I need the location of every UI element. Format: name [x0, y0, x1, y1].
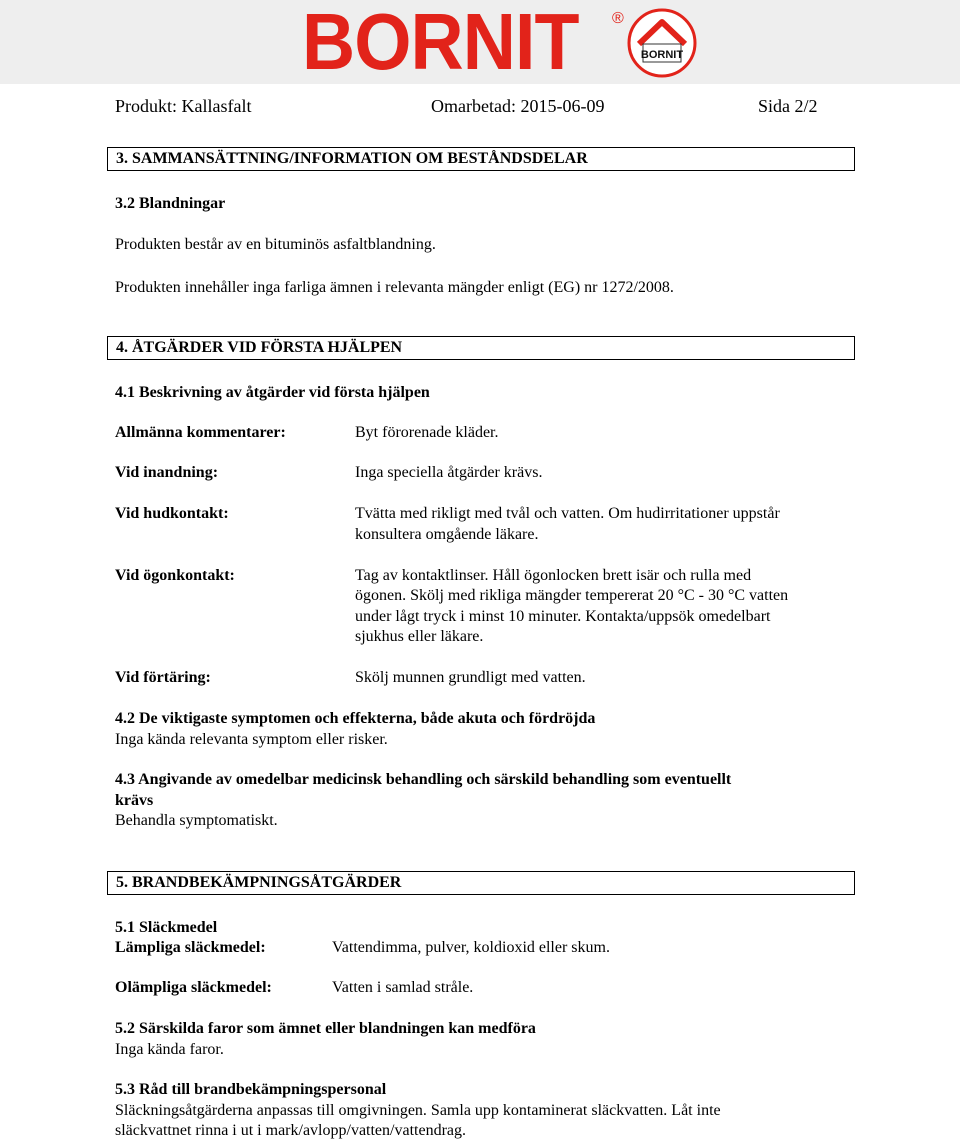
registered-mark: ® [612, 10, 624, 27]
subsection-4-3-line-2: krävs [115, 792, 154, 809]
unsuitable-extinguishing-label: Olämpliga släckmedel: [115, 979, 272, 996]
section-4-heading: 4. ÅTGÄRDER VID FÖRSTA HJÄLPEN [116, 339, 403, 356]
svg-text:BORNIT: BORNIT [640, 49, 684, 61]
suitable-extinguishing-value: Vattendimma, pulver, koldioxid eller skum. [332, 939, 610, 956]
section-4-heading-box [107, 336, 855, 360]
subsection-5-1: 5.1 Släckmedel [115, 919, 218, 936]
first-aid-text-eye-1: Tag av kontaktlinser. Håll ögonlocken brett isär och rulla med [355, 567, 752, 584]
subsection-5-2: 5.2 Särskilda faror som ämnet eller blandningen kan medföra [115, 1020, 536, 1037]
page-number: Sida 2/2 [758, 96, 818, 116]
section-4-3-text: Behandla symptomatiskt. [115, 812, 278, 829]
first-aid-text-eye-3: under lågt tryck i minst 10 minuter. Kontakta/uppsök omedelbart [355, 608, 771, 625]
first-aid-text-general: Byt förorenade kläder. [355, 424, 499, 441]
section-5-heading: 5. BRANDBEKÄMPNINGSÅTGÄRDER [116, 874, 402, 891]
unsuitable-extinguishing-value: Vatten i samlad stråle. [332, 979, 474, 996]
subsection-3-2: 3.2 Blandningar [115, 195, 226, 212]
section-5-2-text: Inga kända faror. [115, 1041, 224, 1058]
first-aid-text-skin-2: konsultera omgående läkare. [355, 526, 539, 543]
header-banner [0, 0, 960, 84]
section-5-3-text-1: Släckningsåtgärderna anpassas till omgivningen. Samla upp kontaminerat släckvatten. Låt inte [115, 1102, 721, 1119]
first-aid-text-ingestion: Skölj munnen grundligt med vatten. [355, 669, 586, 686]
section-3-paragraph-2: Produkten innehåller inga farliga ämnen i relevanta mängder enligt (EG) nr 1272/2008. [115, 279, 674, 296]
bornit-house-logo [627, 8, 697, 78]
subsection-4-3-line-1: 4.3 Angivande av omedelbar medicinsk behandling och särskild behandling som eventuellt [115, 771, 732, 788]
first-aid-text-eye-2: ögonen. Skölj med rikliga mängder tempererat 20 °C - 30 °C vatten [355, 587, 789, 604]
first-aid-text-skin-1: Tvätta med rikligt med tvål och vatten. Om hudirritationer uppstår [355, 505, 780, 522]
subsection-5-3: 5.3 Råd till brandbekämpningspersonal [115, 1081, 387, 1098]
section-4-2-text: Inga kända relevanta symptom eller risker. [115, 731, 388, 748]
section-5-heading-box [107, 871, 855, 895]
suitable-extinguishing-label: Lämpliga släckmedel: [115, 939, 266, 956]
section-3-heading: 3. SAMMANSÄTTNING/INFORMATION OM BESTÅNDSDELAR [116, 150, 588, 167]
first-aid-label-eye: Vid ögonkontakt: [115, 567, 235, 584]
first-aid-text-inhalation: Inga speciella åtgärder krävs. [355, 464, 543, 481]
brand-logo-text: BORNIT [302, 0, 579, 86]
product-name: Produkt: Kallasfalt [115, 96, 252, 116]
section-3-paragraph-1: Produkten består av en bituminös asfaltblandning. [115, 236, 436, 253]
section-5-3-text-2: släckvattnet rinna i ut i mark/avlopp/vatten/vattendrag. [115, 1122, 466, 1139]
first-aid-text-eye-4: sjukhus eller läkare. [355, 628, 484, 645]
first-aid-label-general: Allmänna kommentarer: [115, 424, 286, 441]
first-aid-label-inhalation: Vid inandning: [115, 464, 219, 481]
subsection-4-1: 4.1 Beskrivning av åtgärder vid första hjälpen [115, 384, 430, 401]
first-aid-label-ingestion: Vid förtäring: [115, 669, 211, 686]
subsection-4-2: 4.2 De viktigaste symptomen och effekterna, både akuta och fördröjda [115, 710, 596, 727]
first-aid-label-skin: Vid hudkontakt: [115, 505, 229, 522]
revision-date: Omarbetad: 2015-06-09 [431, 96, 605, 116]
section-3-heading-box [107, 147, 855, 171]
